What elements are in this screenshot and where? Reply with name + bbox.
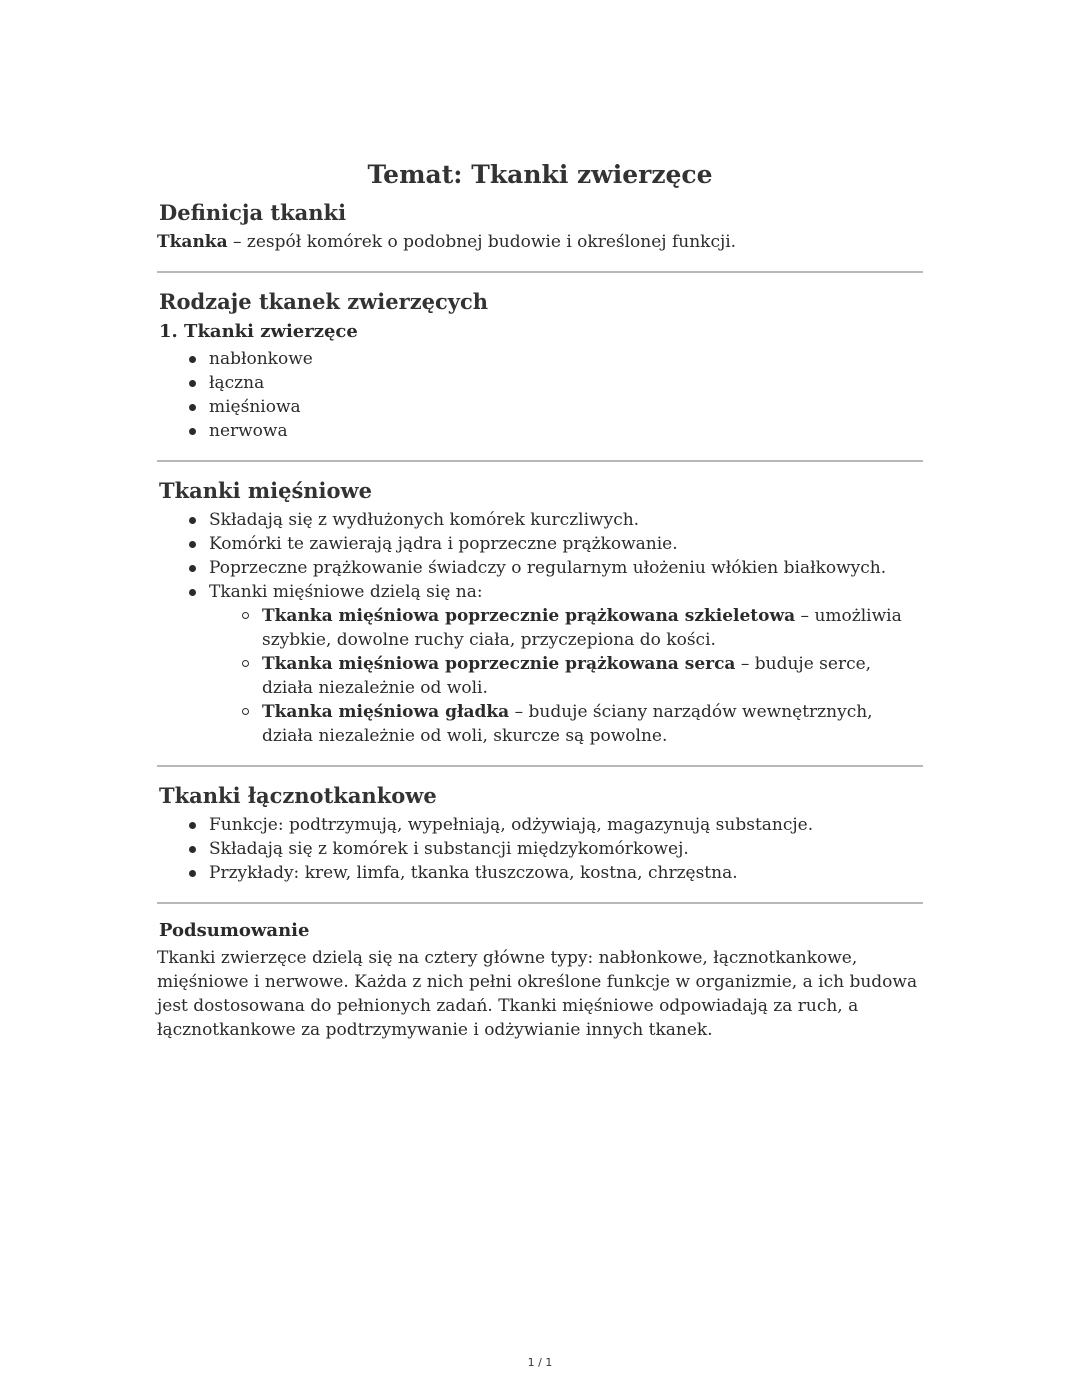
list-item: Przykłady: krew, limfa, tkanka tłuszczowa, kostna, chrzęstna. [209, 861, 923, 885]
summary-paragraph: Tkanki zwierzęce dzielą się na cztery główne typy: nabłonkowe, łącznotkankowe, mięśniowe i nerwowe. Każda z nich pełni określone funkcje w organizmie, a ich budowa jest dostosowana do pełnionych zadań. Tkanki mięśniowe odpowiadają za ruch, a łącznotkankowe za podtrzymywanie i odżywianie innych tkanek. [157, 948, 918, 1040]
sublist-text: – buduje serce, działa niezależnie od woli. [262, 654, 872, 698]
list-item: Składają się z wydłużonych komórek kurczliwych. [209, 508, 923, 532]
divider [157, 460, 923, 462]
sublist-text: – umożliwia szybkie, dowolne ruchy ciała, przyczepiona do kości. [262, 606, 902, 650]
list-item: łączna [209, 371, 923, 395]
sublist-term: Tkanka mięśniowa poprzecznie prążkowana serca [262, 654, 736, 674]
list-item: mięśniowa [209, 395, 923, 419]
summary-heading: Podsumowanie [159, 920, 310, 941]
page-number: 1 / 1 [527, 1356, 553, 1369]
muscle-section [157, 476, 923, 748]
types-heading: Rodzaje tkanek zwierzęcych [159, 289, 489, 314]
muscle-list [157, 508, 923, 748]
definition-heading: Definicja tkanki [159, 200, 347, 225]
list-item: Komórki te zawierają jądra i poprzeczne prążkowanie. [209, 532, 923, 556]
types-list [157, 347, 923, 443]
list-item: Funkcje: podtrzymują, wypełniają, odżywiają, magazynują substancje. [209, 813, 923, 837]
list-item [209, 580, 923, 748]
list-item: Składają się z komórek i substancji międzykomórkowej. [209, 837, 923, 861]
divider [157, 902, 923, 904]
summary-section [157, 918, 923, 1042]
connective-heading: Tkanki łącznotkankowe [159, 783, 437, 808]
types-subheading: 1. Tkanki zwierzęce [159, 321, 358, 342]
sublist-term: Tkanka mięśniowa gładka [262, 702, 510, 722]
muscle-sublist [209, 604, 923, 748]
page-title: Temat: Tkanki zwierzęce [367, 160, 713, 189]
list-item: Poprzeczne prążkowanie świadczy o regularnym ułożeniu włókien białkowych. [209, 556, 923, 580]
connective-section [157, 781, 923, 885]
sublist-item [262, 604, 923, 652]
document-page [157, 158, 923, 1042]
divider [157, 765, 923, 767]
definition-text: – zespół komórek o podobnej budowie i określonej funkcji. [227, 232, 737, 252]
sublist-item [262, 700, 923, 748]
types-section [157, 287, 923, 443]
definition-term: Tkanka [157, 232, 228, 252]
divider [157, 271, 923, 273]
sublist-text: – buduje ściany narządów wewnętrznych, działa niezależnie od woli, skurcze są powolne. [262, 702, 873, 746]
definition-section [157, 198, 923, 254]
definition-paragraph [157, 230, 923, 254]
list-item-text: Tkanki mięśniowe dzielą się na: [209, 582, 483, 602]
muscle-heading: Tkanki mięśniowe [159, 478, 372, 503]
connective-list [157, 813, 923, 885]
sublist-item [262, 652, 923, 700]
sublist-term: Tkanka mięśniowa poprzecznie prążkowana szkieletowa [262, 606, 796, 626]
list-item: nerwowa [209, 419, 923, 443]
list-item: nabłonkowe [209, 347, 923, 371]
